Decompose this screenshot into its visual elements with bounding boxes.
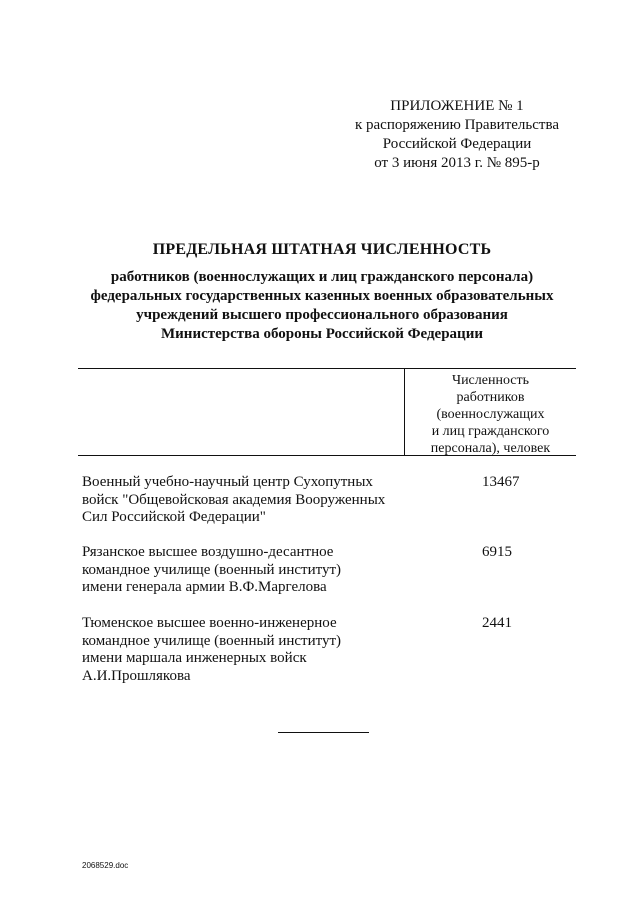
table-header bbox=[78, 368, 576, 456]
staff-count: 6915 bbox=[482, 544, 512, 560]
end-divider bbox=[278, 732, 369, 733]
subtitle-line: учреждений высшего профессионального образования bbox=[136, 307, 508, 323]
name-line: Рязанское высшее воздушно-десантное bbox=[82, 544, 334, 560]
subtitle-line: работников (военнослужащих и лиц гражданского персонала) bbox=[110, 269, 534, 285]
header-line: Численность bbox=[451, 373, 530, 388]
name-line: имени маршала инженерных войск bbox=[82, 650, 307, 666]
annex-block bbox=[342, 97, 572, 173]
annex-number: ПРИЛОЖЕНИЕ № 1 bbox=[390, 98, 524, 114]
name-line: командное училище (военный институт) bbox=[82, 561, 342, 578]
annex-reference: к распоряжению Правительства bbox=[354, 117, 559, 133]
name-line: командное училище (военный институт) bbox=[82, 632, 342, 649]
subtitle-line: Министерства обороны Российской Федерации bbox=[161, 326, 483, 342]
name-line: Военный учебно-научный центр Сухопутных bbox=[82, 474, 373, 490]
name-line: Сил Российской Федерации" bbox=[82, 509, 266, 525]
document-title bbox=[60, 240, 584, 344]
institution-name bbox=[82, 544, 402, 597]
institution-name bbox=[82, 474, 402, 527]
header-line: и лиц гражданского bbox=[431, 424, 550, 439]
annex-authority: Российской Федерации bbox=[382, 136, 532, 152]
annex-date: от 3 июня 2013 г. № 895-р bbox=[374, 155, 540, 171]
title-subtitle bbox=[60, 268, 584, 344]
institution-name bbox=[82, 615, 402, 685]
header-line: работников bbox=[456, 390, 525, 405]
title-main: ПРЕДЕЛЬНАЯ ШТАТНАЯ ЧИСЛЕННОСТЬ bbox=[152, 241, 492, 258]
subtitle-line: федеральных государственных казенных военных образовательных bbox=[90, 288, 554, 304]
file-reference: 2068529.doc bbox=[82, 861, 129, 870]
staff-count: 13467 bbox=[482, 474, 520, 490]
staff-count: 2441 bbox=[482, 615, 512, 631]
header-line: (военнослужащих bbox=[436, 407, 545, 422]
name-line: А.И.Прошлякова bbox=[82, 667, 191, 684]
name-line: Тюменское высшее военно-инженерное bbox=[82, 615, 337, 631]
header-line: персонала), человек bbox=[430, 441, 551, 456]
name-line: имени генерала армии В.Ф.Маргелова bbox=[82, 579, 327, 595]
name-line: войск "Общевойсковая академия Вооруженных bbox=[82, 491, 386, 508]
count-column-header bbox=[405, 372, 576, 457]
